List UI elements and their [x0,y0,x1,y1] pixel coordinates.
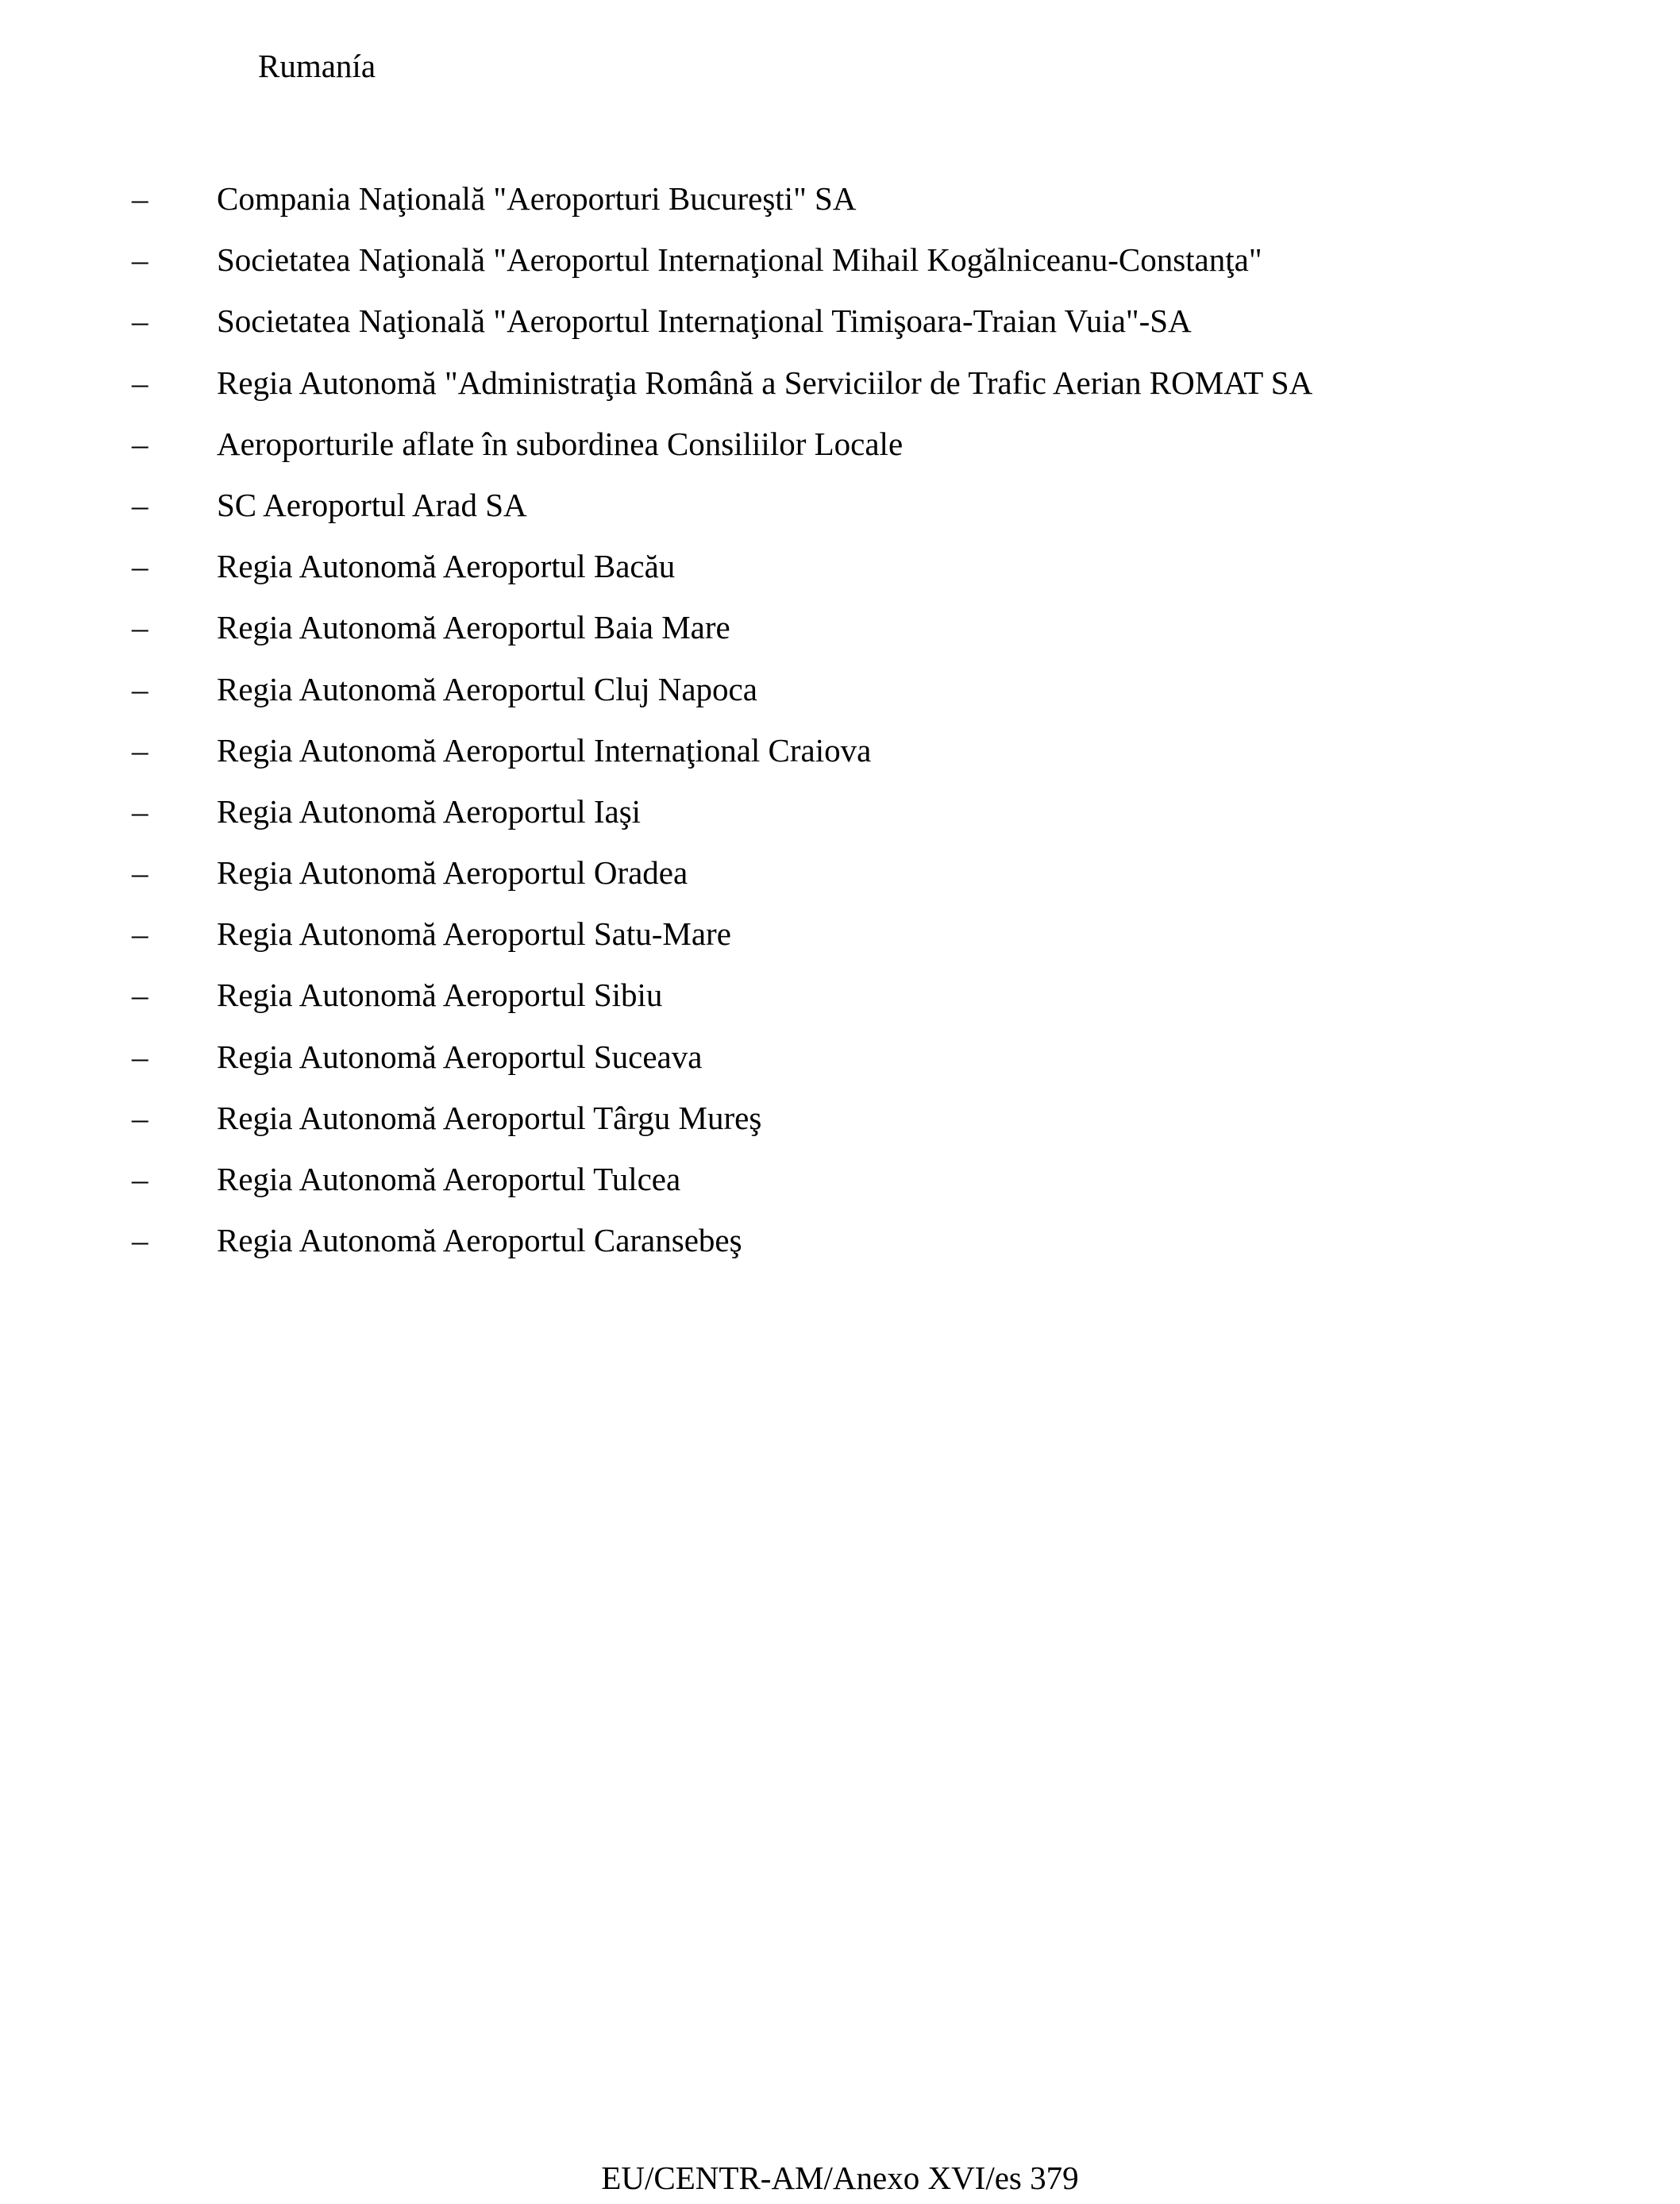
list-item-text: Regia Autonomă Aeroportul Suceava [217,1038,703,1075]
list-item-text: Regia Autonomă Aeroportul Sibiu [217,977,663,1014]
list-bullet: – [132,1161,148,1197]
list-bullet: – [132,425,148,462]
list-item-text: Societatea Naţională "Aeroportul Internaţional Timişoara-Traian Vuia"-SA [217,302,1192,340]
list-item-text: Regia Autonomă Aeroportul Caransebeş [217,1222,742,1259]
list-bullet: – [132,977,148,1014]
list-item-text: Regia Autonomă Aeroportul Tulcea [217,1161,681,1197]
list-bullet: – [132,302,148,340]
list-bullet: – [132,915,148,953]
list-bullet: – [132,180,148,217]
list-bullet: – [132,548,148,585]
list-item-text: Regia Autonomă Aeroportul Cluj Napoca [217,670,757,707]
list-item-text: Regia Autonomă Aeroportul Bacău [217,548,676,585]
list-item-text: Compania Naţională "Aeroporturi Bucureşti" SA [217,180,857,217]
country-heading: Rumanía [258,48,376,84]
list-item-text: Societatea Naţională "Aeroportul Internaţional Mihail Kogălniceanu-Constanţa" [217,241,1262,279]
list-bullet: – [132,241,148,279]
list-bullet: – [132,731,148,769]
list-bullet: – [132,486,148,523]
list-item-text: SC Aeroportul Arad SA [217,486,527,523]
page-footer: EU/CENTR-AM/Anexo XVI/es 379 [601,2160,1079,2196]
list-item-text: Regia Autonomă "Administraţia Română a Serviciilor de Trafic Aerian ROMAT SA [217,364,1313,401]
list-item-text: Regia Autonomă Aeroportul Târgu Mureş [217,1099,762,1136]
list-bullet: – [132,609,148,646]
list-bullet: – [132,792,148,830]
list-bullet: – [132,364,148,401]
list-bullet: – [132,1222,148,1259]
list-item-text: Regia Autonomă Aeroportul Satu-Mare [217,915,731,953]
list-bullet: – [132,1099,148,1136]
list-item-text: Regia Autonomă Aeroportul Iaşi [217,792,642,830]
list-item-text: Regia Autonomă Aeroportul Baia Mare [217,609,730,646]
list-item-text: Regia Autonomă Aeroportul Oradea [217,854,688,892]
list-bullet: – [132,854,148,892]
list-bullet: – [132,670,148,707]
list-bullet: – [132,1038,148,1075]
list-item-text: Aeroporturile aflate în subordinea Consiliilor Locale [217,425,904,462]
list-item-text: Regia Autonomă Aeroportul Internaţional Craiova [217,731,872,769]
